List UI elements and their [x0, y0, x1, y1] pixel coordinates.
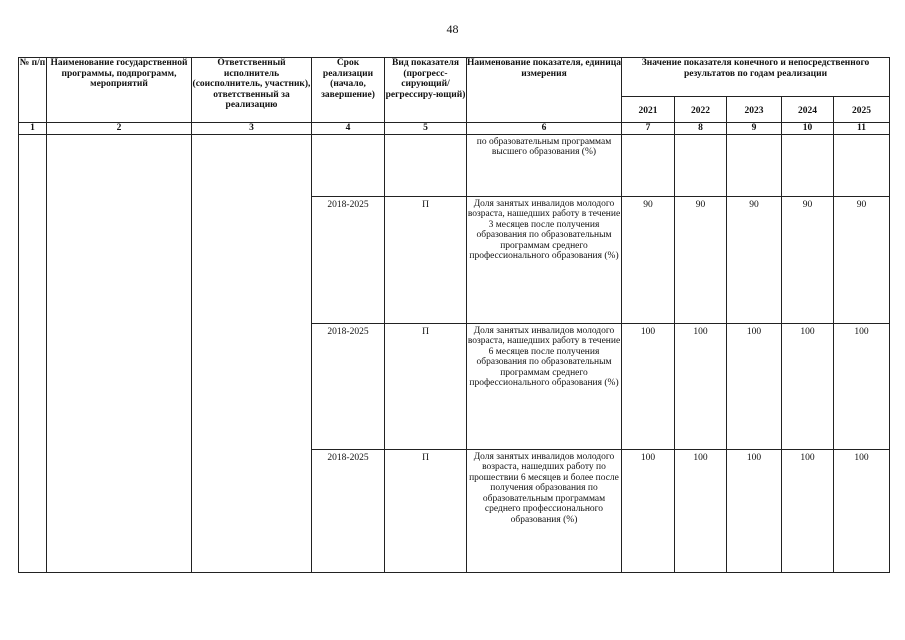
- header-row: [19, 58, 890, 97]
- indicator-kind-cell: П: [385, 196, 467, 323]
- header-number: № п/п: [19, 58, 47, 123]
- column-number: 5: [385, 123, 467, 135]
- term-cell: [312, 134, 385, 196]
- term-cell: 2018-2025: [312, 323, 385, 449]
- column-number: 6: [467, 123, 622, 135]
- value-cell: 90: [675, 196, 727, 323]
- value-cell: 90: [782, 196, 834, 323]
- indicator-kind-cell: П: [385, 323, 467, 449]
- executor-cell: [192, 134, 312, 572]
- header-term: Срок реализации (начало, завершение): [312, 58, 385, 123]
- column-number: 1: [19, 123, 47, 135]
- column-number: 10: [782, 123, 834, 135]
- indicator-kind-cell: П: [385, 449, 467, 572]
- indicator-name-cell: Доля занятых инвалидов молодого возраста, нашедших работу в течение 3 месяцев после получения образования по образовательным программам среднего профессионального образования (%): [467, 196, 622, 323]
- column-number: 11: [834, 123, 890, 135]
- header-year: 2022: [675, 97, 727, 123]
- value-cell: 100: [675, 449, 727, 572]
- value-cell: 100: [834, 449, 890, 572]
- value-cell: 90: [834, 196, 890, 323]
- column-numbers-row: [19, 123, 890, 135]
- page-number: 48: [446, 22, 459, 36]
- column-number: 4: [312, 123, 385, 135]
- value-cell: 90: [622, 196, 675, 323]
- header-executor: Ответственный исполнитель (соисполнитель, участник), ответственный за реализацию: [192, 58, 312, 123]
- indicator-name-cell: Доля занятых инвалидов молодого возраста, нашедших работу в течение 6 месяцев после получения образования по образовательным программам среднего профессионального образования (%): [467, 323, 622, 449]
- value-cell: 90: [727, 196, 782, 323]
- value-cell: 100: [727, 449, 782, 572]
- indicators-table: [18, 57, 890, 573]
- table-row: [19, 134, 890, 196]
- program-name-cell: [47, 134, 192, 572]
- indicator-name-cell: Доля занятых инвалидов молодого возраста, нашедших работу по прошествии 6 месяцев и более после получения образования по образовательным программам среднего профессионального образования (%): [467, 449, 622, 572]
- column-number: 8: [675, 123, 727, 135]
- value-cell: [834, 134, 890, 196]
- header-year: 2021: [622, 97, 675, 123]
- value-cell: 100: [782, 323, 834, 449]
- column-number: 3: [192, 123, 312, 135]
- value-cell: 100: [622, 449, 675, 572]
- value-cell: [782, 134, 834, 196]
- value-cell: [622, 134, 675, 196]
- header-indicator-name: Наименование показателя, единица измерения: [467, 58, 622, 123]
- term-cell: 2018-2025: [312, 196, 385, 323]
- header-year: 2023: [727, 97, 782, 123]
- value-cell: [727, 134, 782, 196]
- row-number-cell: [19, 134, 47, 572]
- column-number: 9: [727, 123, 782, 135]
- value-cell: 100: [782, 449, 834, 572]
- value-cell: 100: [675, 323, 727, 449]
- header-values-group: Значение показателя конечного и непосредственного результатов по годам реализации: [622, 58, 890, 97]
- column-number: 2: [47, 123, 192, 135]
- header-indicator-kind: Вид показателя (прогресс-сирующий/ регрессиру-ющий): [385, 58, 467, 123]
- value-cell: 100: [727, 323, 782, 449]
- term-cell: 2018-2025: [312, 449, 385, 572]
- value-cell: [675, 134, 727, 196]
- header-year: 2025: [834, 97, 890, 123]
- header-year: 2024: [782, 97, 834, 123]
- header-program-name: Наименование государственной программы, подпрограмм, мероприятий: [47, 58, 192, 123]
- value-cell: 100: [834, 323, 890, 449]
- value-cell: 100: [622, 323, 675, 449]
- column-number: 7: [622, 123, 675, 135]
- indicator-name-cell: по образовательным программам высшего образования (%): [467, 134, 622, 196]
- indicator-kind-cell: [385, 134, 467, 196]
